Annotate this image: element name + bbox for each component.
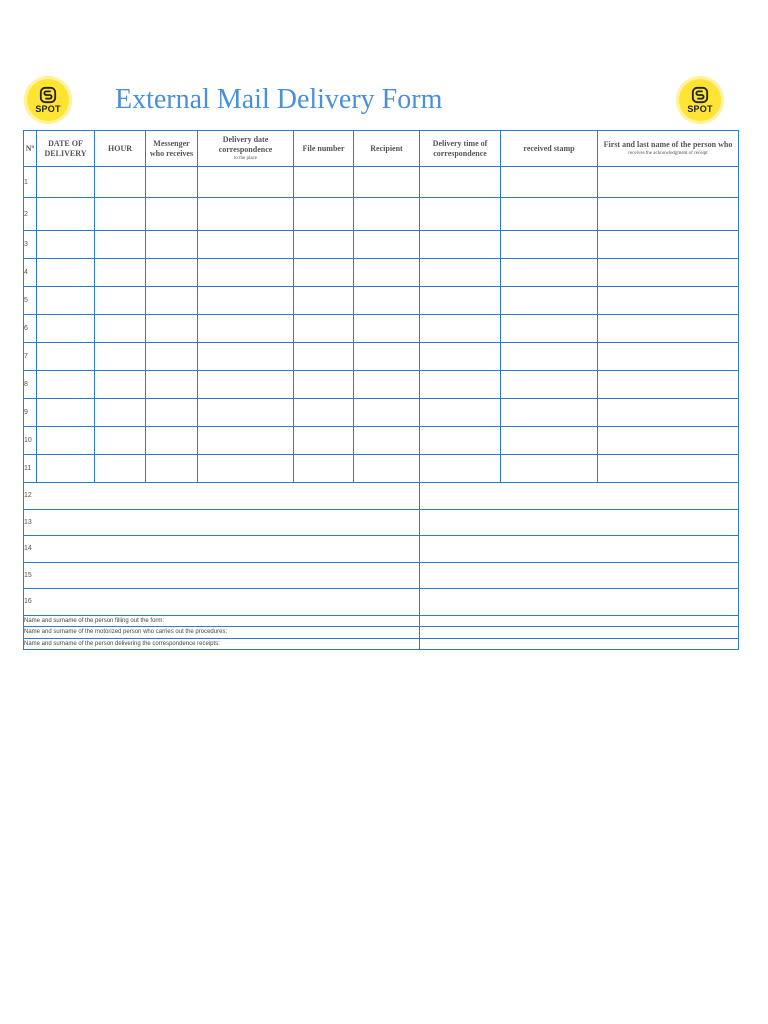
table-row bbox=[24, 509, 739, 536]
table-row bbox=[24, 259, 739, 287]
row-number[interactable]: 14 bbox=[24, 536, 420, 563]
table-row bbox=[24, 399, 739, 427]
table-row bbox=[24, 287, 739, 315]
signature-label: Name and surname of the person filling out the form: bbox=[24, 615, 420, 627]
logo-text: SPOT bbox=[687, 104, 713, 114]
form-cell[interactable] bbox=[37, 427, 95, 455]
header-number: Nº bbox=[24, 131, 37, 167]
form-cell[interactable] bbox=[198, 371, 294, 399]
form-cell[interactable] bbox=[146, 198, 198, 231]
form-cell[interactable] bbox=[354, 371, 420, 399]
row-number[interactable]: 16 bbox=[24, 589, 420, 616]
signature-field[interactable] bbox=[420, 615, 739, 627]
row-number: 9 bbox=[24, 399, 37, 427]
form-cell[interactable] bbox=[146, 315, 198, 343]
form-cell[interactable] bbox=[598, 343, 739, 371]
header-file-number: File number bbox=[294, 131, 354, 167]
form-cell[interactable] bbox=[598, 371, 739, 399]
row-number: 2 bbox=[24, 198, 37, 231]
form-cell[interactable] bbox=[354, 167, 420, 198]
form-cell[interactable] bbox=[198, 399, 294, 427]
table-row bbox=[24, 371, 739, 399]
form-cell[interactable] bbox=[294, 343, 354, 371]
form-cell[interactable] bbox=[37, 343, 95, 371]
form-cell[interactable] bbox=[501, 287, 598, 315]
form-cell[interactable] bbox=[420, 589, 739, 616]
form-cell[interactable] bbox=[598, 259, 739, 287]
form-cell[interactable] bbox=[198, 315, 294, 343]
form-cell[interactable] bbox=[37, 315, 95, 343]
form-cell[interactable] bbox=[420, 427, 501, 455]
row-number: 1 bbox=[24, 167, 37, 198]
form-cell[interactable] bbox=[420, 483, 739, 510]
form-cell[interactable] bbox=[420, 399, 501, 427]
spot-logo-icon bbox=[39, 86, 57, 104]
form-cell[interactable] bbox=[354, 287, 420, 315]
form-cell[interactable] bbox=[95, 198, 146, 231]
form-cell[interactable] bbox=[146, 371, 198, 399]
form-cell[interactable] bbox=[420, 343, 501, 371]
row-number: 11 bbox=[24, 455, 37, 483]
company-logo-left bbox=[24, 76, 72, 124]
form-cell[interactable] bbox=[95, 343, 146, 371]
form-cell[interactable] bbox=[598, 455, 739, 483]
form-cell[interactable] bbox=[95, 287, 146, 315]
spot-logo-icon bbox=[691, 86, 709, 104]
signature-field[interactable] bbox=[420, 638, 739, 650]
form-cell[interactable] bbox=[37, 287, 95, 315]
row-number[interactable]: 15 bbox=[24, 562, 420, 589]
header-recipient: Recipient bbox=[354, 131, 420, 167]
form-cell[interactable] bbox=[420, 167, 501, 198]
table-row bbox=[24, 231, 739, 259]
form-cell[interactable] bbox=[501, 315, 598, 343]
form-cell[interactable] bbox=[598, 167, 739, 198]
company-logo-right bbox=[676, 76, 724, 124]
form-cell[interactable] bbox=[146, 167, 198, 198]
form-cell[interactable] bbox=[37, 455, 95, 483]
row-number[interactable]: 12 bbox=[24, 483, 420, 510]
form-cell[interactable] bbox=[501, 259, 598, 287]
form-cell[interactable] bbox=[146, 343, 198, 371]
form-cell[interactable] bbox=[501, 371, 598, 399]
form-cell[interactable] bbox=[146, 399, 198, 427]
form-cell[interactable] bbox=[37, 231, 95, 259]
form-cell[interactable] bbox=[354, 455, 420, 483]
table-row bbox=[24, 427, 739, 455]
row-number[interactable]: 13 bbox=[24, 509, 420, 536]
signature-field[interactable] bbox=[420, 627, 739, 639]
form-cell[interactable] bbox=[354, 399, 420, 427]
form-cell[interactable] bbox=[146, 455, 198, 483]
form-cell[interactable] bbox=[146, 287, 198, 315]
form-cell[interactable] bbox=[95, 455, 146, 483]
table-row bbox=[24, 483, 739, 510]
row-number: 6 bbox=[24, 315, 37, 343]
table-row bbox=[24, 589, 739, 616]
form-cell[interactable] bbox=[198, 167, 294, 198]
form-cell[interactable] bbox=[37, 167, 95, 198]
header-delivery-date-label: Delivery date correspondence bbox=[218, 135, 273, 154]
delivery-form-table bbox=[23, 130, 739, 650]
form-cell[interactable] bbox=[501, 198, 598, 231]
header-received-stamp: received stamp bbox=[501, 131, 598, 167]
form-cell[interactable] bbox=[95, 167, 146, 198]
form-cell[interactable] bbox=[354, 231, 420, 259]
row-number: 10 bbox=[24, 427, 37, 455]
form-cell[interactable] bbox=[95, 231, 146, 259]
form-cell[interactable] bbox=[420, 371, 501, 399]
header-delivery-date-sub: to the place bbox=[233, 156, 258, 161]
form-cell[interactable] bbox=[198, 343, 294, 371]
form-cell[interactable] bbox=[501, 427, 598, 455]
logo-text: SPOT bbox=[35, 104, 61, 114]
row-number: 4 bbox=[24, 259, 37, 287]
form-cell[interactable] bbox=[420, 198, 501, 231]
header-hour: HOUR bbox=[95, 131, 146, 167]
form-cell[interactable] bbox=[598, 315, 739, 343]
form-cell[interactable] bbox=[198, 231, 294, 259]
form-cell[interactable] bbox=[354, 315, 420, 343]
signature-row bbox=[24, 627, 739, 639]
header-delivery-time: Delivery time of correspondence bbox=[420, 131, 501, 167]
form-cell[interactable] bbox=[501, 455, 598, 483]
form-cell[interactable] bbox=[420, 287, 501, 315]
page-title: External Mail Delivery Form bbox=[115, 84, 443, 115]
form-cell[interactable] bbox=[294, 167, 354, 198]
table-row bbox=[24, 562, 739, 589]
form-cell[interactable] bbox=[294, 315, 354, 343]
row-number: 3 bbox=[24, 231, 37, 259]
form-cell[interactable] bbox=[294, 198, 354, 231]
table-row bbox=[24, 343, 739, 371]
form-cell[interactable] bbox=[95, 399, 146, 427]
form-cell[interactable] bbox=[598, 427, 739, 455]
form-cell[interactable] bbox=[420, 536, 739, 563]
header-messenger: Messenger who receives bbox=[146, 131, 198, 167]
table-row bbox=[24, 455, 739, 483]
form-cell[interactable] bbox=[598, 399, 739, 427]
form-cell[interactable] bbox=[95, 427, 146, 455]
form-cell[interactable] bbox=[95, 315, 146, 343]
form-cell[interactable] bbox=[501, 343, 598, 371]
form-cell[interactable] bbox=[294, 427, 354, 455]
form-cell[interactable] bbox=[294, 455, 354, 483]
form-cell[interactable] bbox=[198, 198, 294, 231]
row-number: 8 bbox=[24, 371, 37, 399]
form-cell[interactable] bbox=[198, 287, 294, 315]
header-row bbox=[24, 131, 739, 167]
form-cell[interactable] bbox=[37, 198, 95, 231]
form-cell[interactable] bbox=[95, 371, 146, 399]
table-row bbox=[24, 198, 739, 231]
form-cell[interactable] bbox=[37, 371, 95, 399]
row-number: 5 bbox=[24, 287, 37, 315]
form-cell[interactable] bbox=[354, 427, 420, 455]
form-cell[interactable] bbox=[294, 287, 354, 315]
signature-label: Name and surname of the person delivering the correspondence receipts: bbox=[24, 638, 420, 650]
row-number: 7 bbox=[24, 343, 37, 371]
form-cell[interactable] bbox=[294, 399, 354, 427]
form-cell[interactable] bbox=[37, 259, 95, 287]
form-cell[interactable] bbox=[294, 259, 354, 287]
form-cell[interactable] bbox=[294, 231, 354, 259]
form-cell[interactable] bbox=[354, 343, 420, 371]
header-date-of-delivery: DATE OF DELIVERY bbox=[37, 131, 95, 167]
form-cell[interactable] bbox=[420, 259, 501, 287]
signature-row bbox=[24, 615, 739, 627]
form-cell[interactable] bbox=[198, 427, 294, 455]
form-cell[interactable] bbox=[146, 259, 198, 287]
signature-row bbox=[24, 638, 739, 650]
form-cell[interactable] bbox=[198, 455, 294, 483]
form-cell[interactable] bbox=[146, 427, 198, 455]
header-person-name-label: First and last name of the person who bbox=[603, 140, 733, 149]
form-cell[interactable] bbox=[501, 167, 598, 198]
signature-label: Name and surname of the motorized person who carries out the procedures: bbox=[24, 627, 420, 639]
table-row bbox=[24, 536, 739, 563]
form-cell[interactable] bbox=[598, 231, 739, 259]
form-cell[interactable] bbox=[198, 259, 294, 287]
form-cell[interactable] bbox=[146, 231, 198, 259]
form-cell[interactable] bbox=[95, 259, 146, 287]
form-cell[interactable] bbox=[37, 399, 95, 427]
form-cell[interactable] bbox=[294, 371, 354, 399]
header-delivery-date bbox=[198, 131, 294, 167]
form-cell[interactable] bbox=[420, 509, 739, 536]
header-person-name-sub: receives the acknowledgment of receipt bbox=[628, 151, 708, 156]
table-row bbox=[24, 315, 739, 343]
form-cell[interactable] bbox=[598, 198, 739, 231]
form-cell[interactable] bbox=[354, 198, 420, 231]
form-cell[interactable] bbox=[420, 455, 501, 483]
header-person-name bbox=[598, 131, 739, 167]
form-cell[interactable] bbox=[501, 231, 598, 259]
form-cell[interactable] bbox=[598, 287, 739, 315]
form-cell[interactable] bbox=[420, 562, 739, 589]
form-cell[interactable] bbox=[420, 315, 501, 343]
table-row bbox=[24, 167, 739, 198]
form-cell[interactable] bbox=[501, 399, 598, 427]
form-cell[interactable] bbox=[354, 259, 420, 287]
form-cell[interactable] bbox=[420, 231, 501, 259]
